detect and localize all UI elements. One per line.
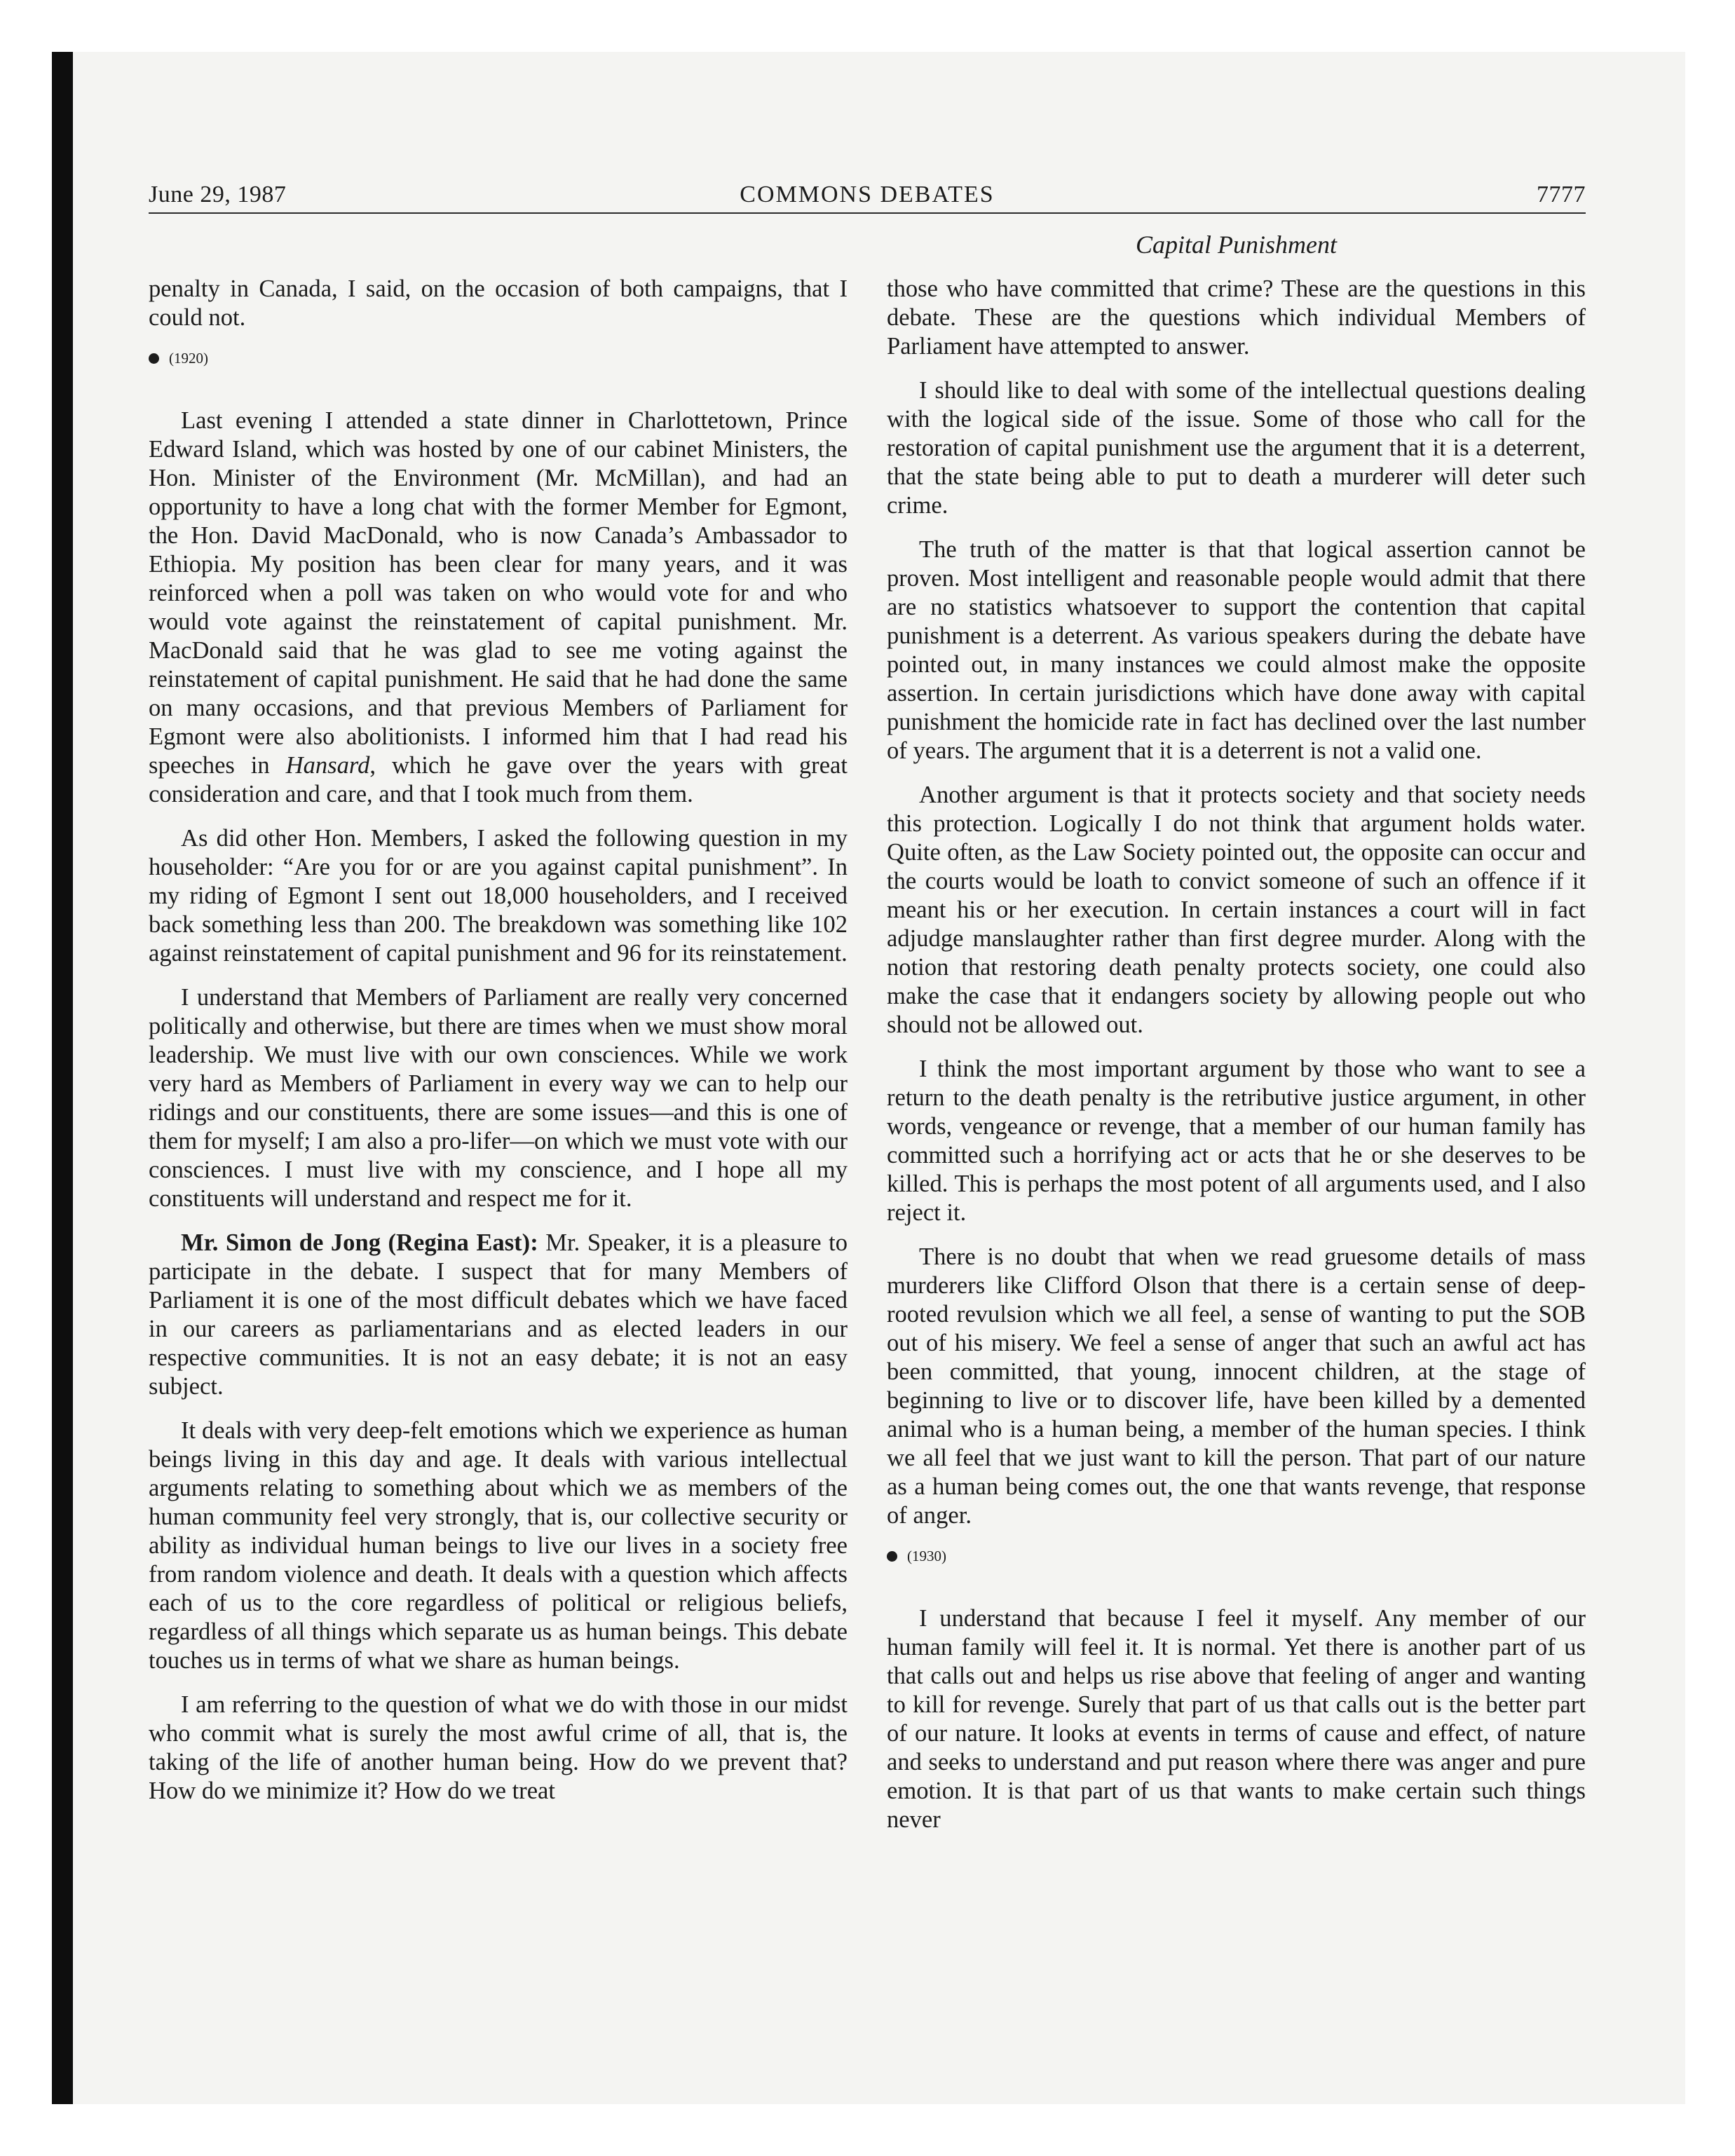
- paragraph-text: , which he gave over the years with great consideration and care, and that I took much from them.: [149, 752, 848, 807]
- paragraph: It deals with very deep-felt emotions which we experience as human beings living in this day and age. It deals with various intellectual arguments relating to something about which we as members of the human community feel very strongly, that is, our collective security or ability as individual human beings to live our lives in a society free from random violence and death. It deals with a question which affects each of us to the core regardless of political or religious beliefs, regardless of all things which separate us as human beings. This debate touches us in terms of what we share as human beings.: [149, 1417, 848, 1674]
- timestamp-marker: [149, 348, 848, 369]
- bullet-icon: [887, 1551, 897, 1562]
- bullet-icon: [149, 353, 159, 364]
- hansard-reference: Hansard: [285, 752, 370, 779]
- header-page-number: 7777: [1537, 182, 1586, 207]
- paragraph: penalty in Canada, I said, on the occasion of both campaigns, that I could not.: [149, 275, 848, 331]
- paragraph: Another argument is that it protects society and that society needs this protection. Logically I do not think that argument holds water. Quite often, as the Law Society pointed out, the opposite can occur and the courts would be loath to convict someone of such an offence if it meant his or her execution. In certain instances a court will in fact adjudge manslaughter rather than first degree murder. Along with the notion that restoring death penalty protects society, one could also make the case that it endangers society by allowing people out who should not be allowed out.: [887, 782, 1586, 1038]
- paragraph: [149, 407, 848, 809]
- paragraph-text: Last evening I attended a state dinner in Charlottetown, Prince Edward Island, which was hosted by one of our cabinet Ministers, the Hon. Minister of the Environment (Mr. McMillan), and had an opportunity to have a long chat with the former Member for Egmont, the Hon. David MacDonald, who is now Canada’s Ambassador to Ethiopia. My position has been clear for many years, and it was reinforced when a poll was taken on who would vote for and who would vote against the reinstatement of capital punishment. Mr. MacDonald said that he was glad to see me voting against the reinstatement of capital punishment. He said that he had done the same on many occasions, and that previous Members of Parliament for Egmont were also abolitionists. I informed him that I had read his speeches in: [149, 407, 848, 779]
- paragraph: I am referring to the question of what we do with those in our midst who commit what is surely the most awful crime of all, that is, the taking of the life of another human being. How do we prevent that? How do we minimize it? How do we treat: [149, 1691, 848, 1804]
- speaker-name: Mr. Simon de Jong (Regina East):: [181, 1229, 538, 1256]
- running-head: [149, 177, 1586, 213]
- binding-edge: [52, 52, 73, 2104]
- header-date: June 29, 1987: [149, 182, 287, 207]
- paragraph: those who have committed that crime? These are the questions in this debate. These are the questions which individual Members of Parliament have attempted to answer.: [887, 275, 1586, 360]
- paragraph: [149, 1229, 848, 1401]
- paragraph: I understand that Members of Parliament are really very concerned politically and otherwise, but there are times when we must show moral leadership. We must live with our own consciences. While we work very hard as Members of Parliament in every way we can to help our ridings and our constituents, there are some issues—and this is one of them for myself; I am also a pro-lifer—on which we must vote with our consciences. I must live with my conscience, and I hope all my constituents will understand and respect me for it.: [149, 984, 848, 1212]
- paragraph: The truth of the matter is that that logical assertion cannot be proven. Most intelligent and reasonable people would admit that there are no statistics whatsoever to support the contention that capital punishment is a deterrent. As various speakers during the debate have pointed out, in many instances we could almost make the opposite assertion. In certain jurisdictions which have done away with capital punishment the homicide rate in fact has declined over the last number of years. The argument that it is a deterrent is not a valid one.: [887, 536, 1586, 764]
- paragraph: I think the most important argument by those who want to see a return to the death penalty is the retributive justice argument, in other words, vengeance or revenge, that a member of our human family has committed such a horrifying act or acts that he or she deserves to be killed. This is perhaps the most potent of all arguments used, and I also reject it.: [887, 1056, 1586, 1226]
- header-publication: COMMONS DEBATES: [740, 182, 995, 207]
- paragraph: I understand that because I feel it myself. Any member of our human family will feel it. It is normal. Yet there is another part of us that calls out and helps us rise above that feeling of anger and wanting to kill for revenge. Surely that part of us that calls out is the better part of our nature. It looks at events in terms of cause and effect, of nature and seeks to understand and put reason where there was anger and pure emotion. It is that part of us that wants to make certain such things never: [887, 1605, 1586, 1833]
- paragraph: There is no doubt that when we read gruesome details of mass murderers like Clifford Olson that there is a certain sense of deep-rooted revulsion which we all feel, a sense of wanting to put the SOB out of his misery. We feel a sense of anger that such an awful act has been committed, that young, innocent children, at the stage of beginning to live or to discover life, have been killed by a demented animal who is a human being, a member of the human species. I think we all feel that we just want to kill the person. That part of our nature as a human being comes out, the one that wants revenge, that response of anger.: [887, 1243, 1586, 1529]
- section-title: Capital Punishment: [1136, 231, 1337, 259]
- left-column: [149, 275, 848, 1821]
- right-column: [887, 275, 1586, 1850]
- paragraph-text: Mr. Speaker, it is a pleasure to participate in the debate. I suspect that for many Members of Parliament it is one of the most difficult debates which we have faced in our careers as parliamentarians and as elected leaders in our respective communities. It is not an easy debate; it is not an easy subject.: [149, 1229, 848, 1400]
- timestamp-text: (1930): [907, 1548, 946, 1564]
- header-rule: [149, 212, 1586, 214]
- timestamp-text: (1920): [169, 350, 208, 367]
- paragraph: As did other Hon. Members, I asked the following question in my householder: “Are you for or are you against capital punishment”. In my riding of Egmont I sent out 18,000 householders, and I received back something less than 200. The breakdown was something like 102 against reinstatement of capital punishment and 96 for its reinstatement.: [149, 825, 848, 967]
- paragraph: I should like to deal with some of the intellectual questions dealing with the logical side of the issue. Some of those who call for the restoration of capital punishment use the argument that it is a deterrent, that the state being able to put to death a murderer will deter such crime.: [887, 377, 1586, 519]
- timestamp-marker: [887, 1546, 1586, 1567]
